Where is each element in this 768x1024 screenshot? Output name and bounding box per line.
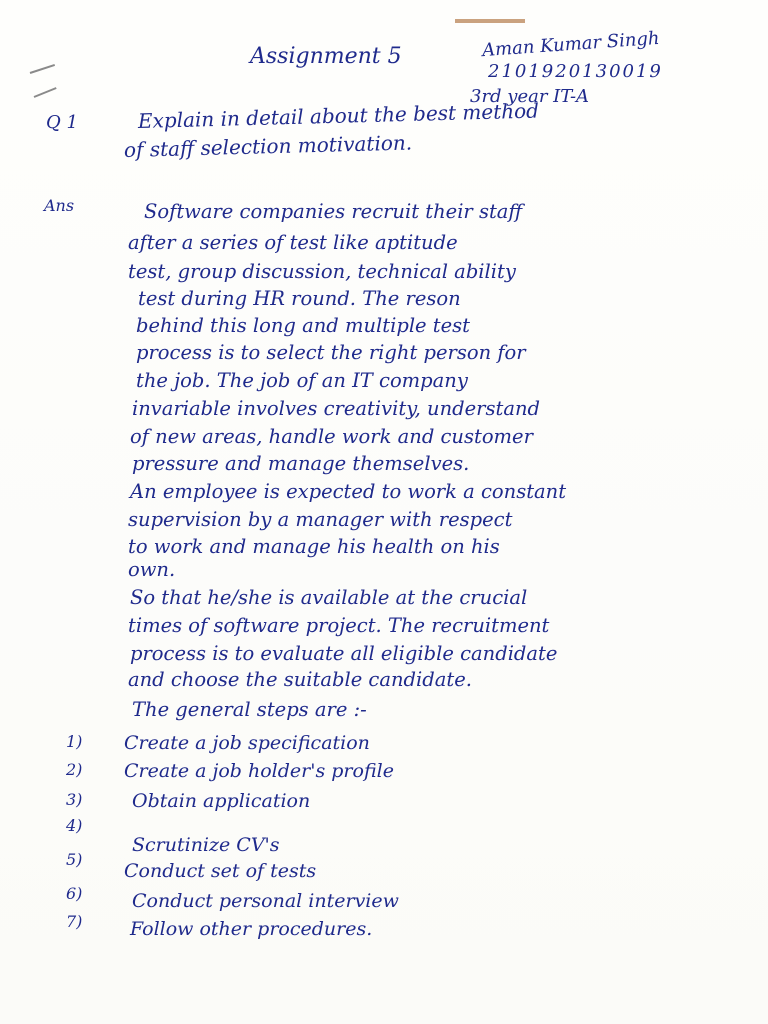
student-name: Aman Kumar Singh: [481, 27, 661, 62]
answer-line: An employee is expected to work a constant: [130, 480, 567, 503]
class-year: 3rd year IT-A: [470, 86, 590, 107]
answer-line: to work and manage his health on his: [128, 535, 500, 558]
answer-line: own.: [128, 558, 176, 581]
step-text: Conduct set of tests: [124, 860, 317, 882]
answer-line: The general steps are :-: [132, 698, 367, 721]
step-text: Scrutinize CV's: [132, 834, 280, 856]
step-number: 6): [66, 884, 83, 903]
step-text: Create a job specification: [124, 732, 370, 754]
answer-line: test during HR round. The reson: [138, 287, 461, 310]
step-number: 4): [66, 816, 83, 835]
question-label: Q 1: [46, 112, 78, 133]
answer-line: and choose the suitable candidate.: [128, 668, 472, 691]
question-line: Explain in detail about the best method: [137, 98, 540, 133]
answer-line: invariable involves creativity, understand: [132, 397, 540, 420]
answer-line: pressure and manage themselves.: [132, 452, 470, 475]
question-line: of staff selection motivation.: [123, 130, 413, 162]
step-text: Conduct personal interview: [132, 890, 399, 912]
answer-line: behind this long and multiple test: [136, 314, 471, 337]
answer-label: Ans: [44, 196, 75, 215]
answer-line: So that he/she is available at the crucial: [130, 586, 528, 609]
answer-line: process is to evaluate all eligible candidate: [130, 642, 558, 665]
answer-line: Software companies recruit their staff: [144, 200, 523, 223]
answer-line: the job. The job of an IT company: [136, 369, 468, 392]
answer-line: times of software project. The recruitment: [128, 614, 550, 637]
step-text: Obtain application: [132, 790, 311, 812]
step-number: 1): [66, 732, 83, 751]
assignment-title: Assignment 5: [250, 44, 402, 69]
step-text: Create a job holder's profile: [124, 760, 394, 782]
answer-line: of new areas, handle work and customer: [130, 425, 533, 448]
answer-line: after a series of test like aptitude: [128, 231, 458, 254]
margin-mark: [30, 64, 55, 74]
step-text: Follow other procedures.: [130, 918, 373, 940]
roll-number: 2101920130019: [488, 61, 663, 82]
answer-line: test, group discussion, technical ability: [128, 260, 516, 283]
answer-line: supervision by a manager with respect: [128, 508, 513, 531]
step-number: 2): [66, 760, 83, 779]
step-number: 5): [66, 850, 83, 869]
step-number: 7): [66, 912, 83, 931]
answer-line: process is to select the right person for: [136, 341, 526, 364]
margin-mark: [34, 87, 57, 98]
page-top-mark: [455, 19, 525, 23]
step-number: 3): [66, 790, 83, 809]
